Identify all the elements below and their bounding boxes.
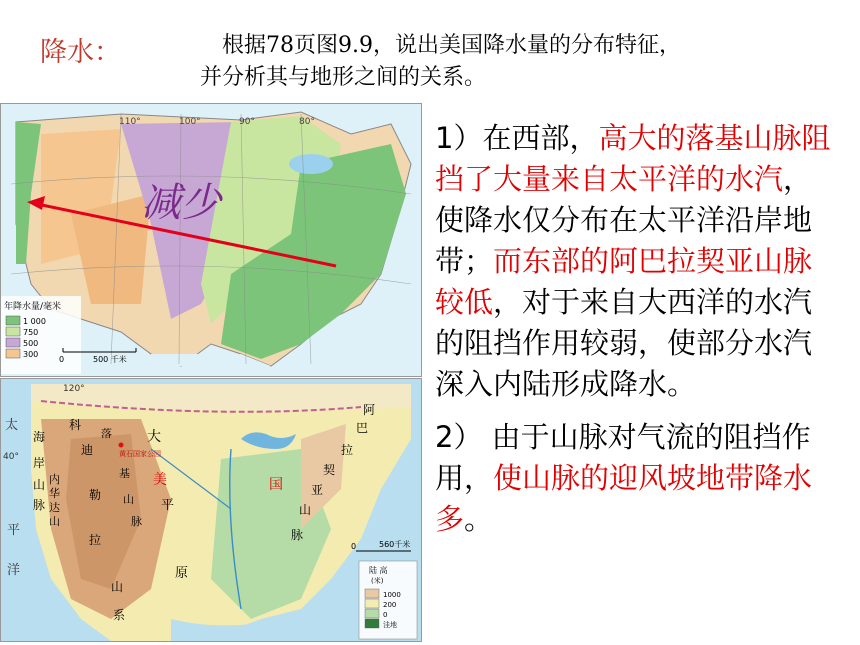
rocky-label-0: 落 (101, 427, 112, 440)
app-shan-label: 山 (299, 503, 312, 517)
section-heading: 降水： (40, 37, 121, 68)
answer1-prefix: 1）在西部， (435, 121, 599, 155)
cordillera-label-3: 拉 (89, 533, 102, 547)
answer2-prefix: 2） 由于山脉对气流的阻挡作用， (435, 420, 811, 495)
answer1-mid1: ，使降水仅分布在太平洋沿岸地带； (435, 162, 813, 278)
coastal-label-2: 山 (33, 478, 46, 492)
pacific-label-2: 洋 (7, 563, 21, 578)
legend-label-1: 750 (23, 328, 39, 337)
pacific-label-1: 平 (7, 523, 21, 538)
app-mai-label: 脉 (291, 528, 304, 542)
app-label-3: 契 (323, 463, 336, 477)
terrain-legend-title: 陆 高 (369, 566, 388, 575)
terrain-legend (359, 561, 417, 639)
app-label-4: 亚 (311, 483, 324, 497)
rocky-label-3: 脉 (131, 515, 142, 528)
lon-label-1: 100° (179, 117, 201, 127)
terrain-label-0: 1000 (383, 591, 401, 599)
terrain-scale-label: 560千米 (379, 540, 411, 549)
cordillera-label-0: 科 (69, 418, 82, 432)
app-label-1: 巴 (356, 421, 369, 435)
cordillera-label-2: 勒 (89, 488, 102, 502)
yellowstone-marker (119, 443, 124, 448)
terrain-swatch-0 (365, 589, 379, 598)
answer-paragraph-2 (435, 417, 840, 540)
coastal-label-0: 海 (33, 430, 46, 444)
plain-label-0: 平 (161, 498, 175, 513)
inner-label-2: 达 (49, 501, 60, 514)
lon-label-3: 80° (299, 117, 315, 127)
answer-paragraph-1 (435, 118, 840, 405)
cordillera-label-4: 山 (111, 580, 124, 594)
plain-label-1: 原 (175, 566, 189, 581)
legend-label-3: 300 (23, 350, 39, 359)
precip-legend (1, 296, 81, 374)
terrain-label-2: 0 (383, 611, 388, 619)
question-text (200, 30, 820, 94)
answer2-red: 使山脉的迎风坡地带降水多 (435, 461, 813, 536)
terrain-swatch-1 (365, 599, 379, 608)
great-label: 大 (147, 429, 161, 445)
cordillera-label-5: 系 (113, 608, 126, 622)
inner-label-1: 华 (49, 487, 60, 500)
pacific-label-0: 太 (5, 418, 19, 433)
inner-label-0: 内 (49, 473, 60, 486)
legend-label-2: 500 (23, 339, 39, 348)
app-label-0: 阿 (363, 403, 376, 417)
answer1-suffix: ，对于来自大西洋的水汽的阻挡作用较弱，使部分水汽深入内陆形成降水。 (435, 285, 813, 401)
terrain-legend-unit: (米) (371, 577, 384, 585)
legend-swatch-3 (6, 349, 20, 358)
terrain-label-3: 洼地 (383, 621, 397, 629)
legend-swatch-1 (6, 327, 20, 336)
lat-label-1: 40° (3, 452, 19, 462)
coastal-label-1: 岸 (33, 456, 46, 470)
legend-swatch-2 (6, 338, 20, 347)
lon-label-0: 110° (119, 117, 141, 127)
yellowstone-label: 黄石国家公园 (119, 450, 161, 458)
scale-zero: 0 (59, 355, 65, 364)
question-line-1: 根据78页图9.9，说出美国降水量的分布特征， (222, 33, 681, 58)
app-label-2: 拉 (341, 443, 354, 457)
answer1-red2: 而东部的阿巴拉契亚山脉较低 (435, 244, 813, 319)
terrain-map (0, 378, 422, 642)
lon-label-2: 90° (239, 117, 255, 127)
terrain-scale-bar (351, 539, 411, 551)
arrow-label: 减少 (141, 180, 221, 226)
mei-label: 美 (153, 472, 167, 488)
terrain-label-1: 200 (383, 601, 397, 609)
precipitation-map-svg (1, 104, 421, 376)
legend-title: 年降水量/毫米 (4, 302, 62, 312)
cordillera-label-1: 迪 (81, 443, 94, 457)
lat-label-0: 120° (63, 384, 85, 394)
answer1-red1: 高大的落基山脉阻挡了大量来自太平洋的水汽 (435, 121, 831, 196)
legend-swatch-0 (6, 316, 20, 325)
great-lakes (289, 154, 333, 174)
answer-text (435, 118, 840, 552)
precipitation-map (0, 103, 422, 377)
rocky-label-1: 基 (119, 467, 130, 480)
terrain-map-svg (1, 379, 421, 641)
scale-label: 500 千米 (93, 355, 127, 364)
terrain-swatch-2 (365, 609, 379, 618)
terrain-scale-zero: 0 (351, 542, 357, 551)
guo-label: 国 (269, 477, 283, 493)
answer2-suffix: 。 (464, 502, 494, 536)
question-line-2: 并分析其与地形之间的关系。 (200, 65, 487, 90)
inner-label-3: 山 (49, 515, 60, 528)
legend-label-0: 1 000 (23, 317, 46, 326)
terrain-swatch-3 (365, 619, 379, 628)
coastal-label-3: 脉 (33, 498, 46, 512)
rocky-label-2: 山 (123, 493, 134, 506)
